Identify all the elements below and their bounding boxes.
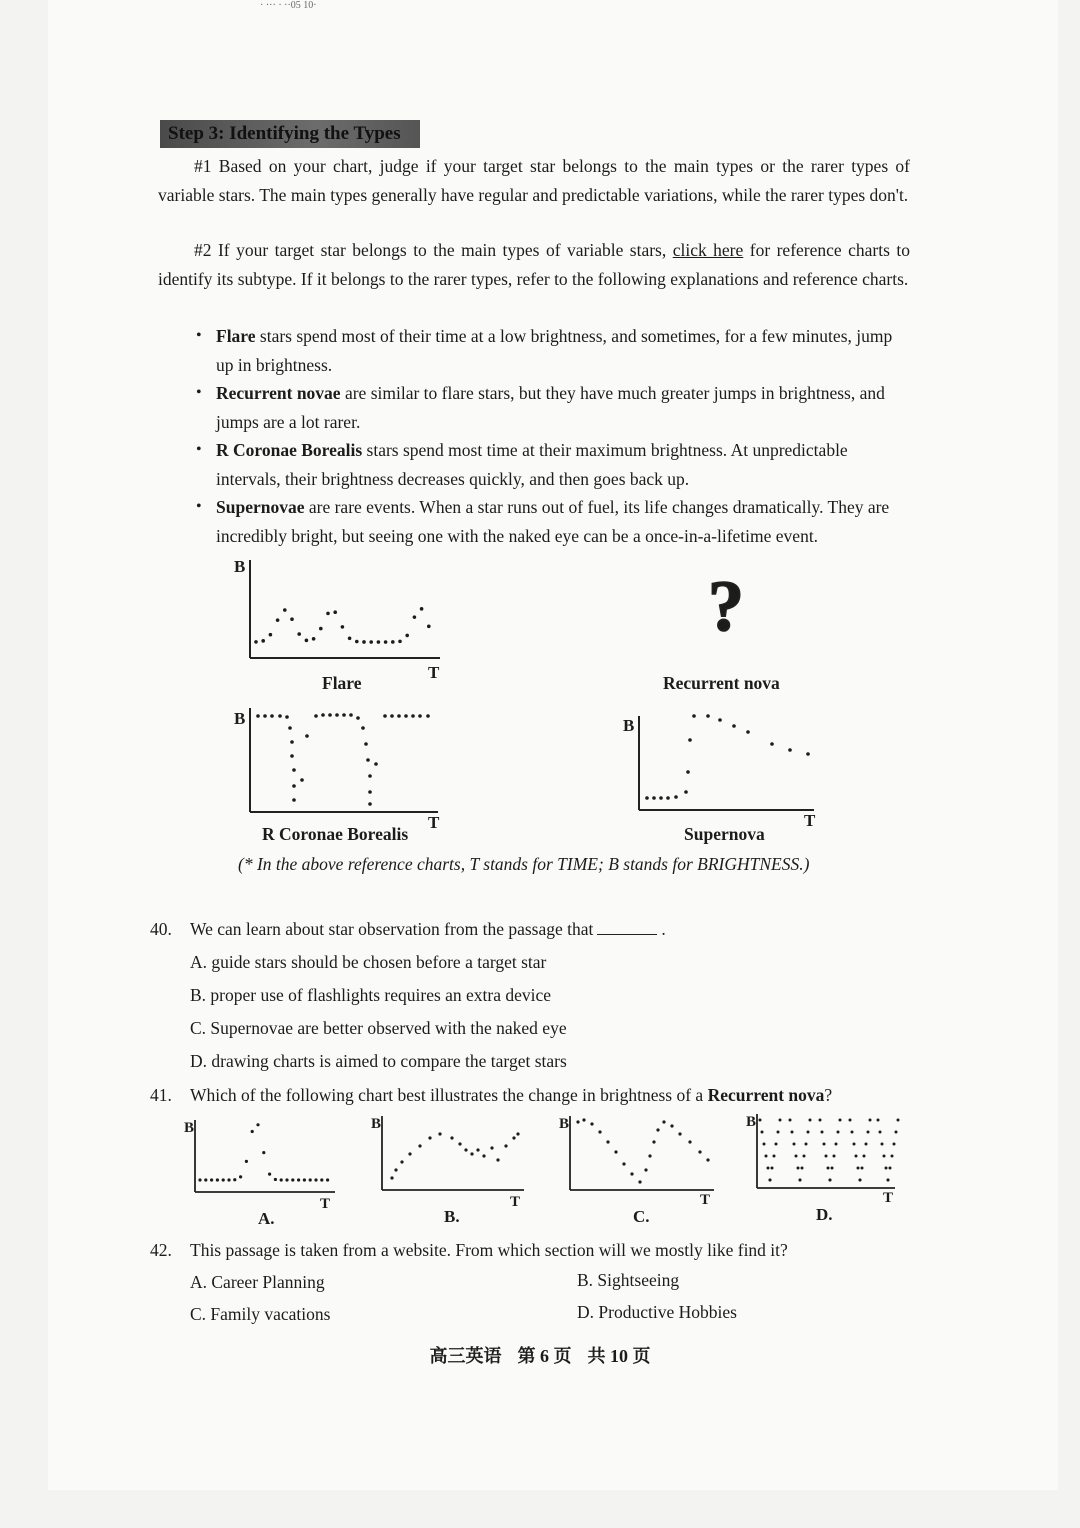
scan-artifact-text: · ··· · ··05 10· — [260, 0, 317, 11]
curve-dot — [659, 796, 663, 800]
curve-dot — [349, 713, 353, 717]
footer-page: 第 6 页 — [517, 1346, 572, 1366]
q42-option-b[interactable]: B. Sightseeing — [577, 1270, 680, 1290]
curve-dot — [369, 640, 373, 644]
curve-dot — [361, 726, 365, 730]
curve-dot — [290, 617, 294, 621]
q41-c-axis-b: B — [559, 1116, 570, 1132]
curve-dot — [763, 1143, 766, 1146]
chart-note: (* In the above reference charts, T stands for TIME; B stands for BRIGHTNESS.) — [238, 854, 810, 874]
curve-dot — [450, 1136, 453, 1139]
question-stem: Which of the following chart best illustrates the change in brightness of a — [190, 1085, 708, 1105]
curve-dot — [799, 1179, 802, 1182]
curve-dot — [670, 1124, 673, 1127]
curve-dot — [644, 1168, 647, 1171]
curve-dot — [777, 1131, 780, 1134]
curve-dot — [326, 612, 330, 616]
rcb-chart — [234, 708, 440, 832]
curve-dot — [362, 640, 366, 644]
curve-dot — [865, 1143, 868, 1146]
supernova-axis-t: T — [804, 811, 816, 830]
supernova-label: Supernova — [684, 824, 765, 844]
bullet-term: Supernovae — [216, 497, 305, 517]
curve-dot — [374, 762, 378, 766]
curve-dot — [666, 796, 670, 800]
flare-dots — [254, 607, 430, 644]
curve-dot — [656, 1128, 659, 1131]
curve-dot — [397, 714, 401, 718]
curve-dot — [837, 1131, 840, 1134]
curve-dot — [809, 1119, 812, 1122]
supernova-dots — [645, 714, 810, 800]
curve-dot — [692, 714, 696, 718]
curve-dot — [869, 1119, 872, 1122]
question-stem-end: ? — [824, 1085, 833, 1105]
curve-dot — [355, 640, 359, 644]
question-number: 42. — [150, 1240, 172, 1260]
curve-dot — [897, 1119, 900, 1122]
curve-dot — [394, 1168, 397, 1171]
curve-dot — [490, 1146, 493, 1149]
curve-dot — [276, 618, 280, 622]
curve-dot — [312, 637, 316, 641]
reference-charts — [0, 550, 1080, 850]
bullet-text: stars spend most time at their maximum brightness. At unpredictable intervals, their brightness decreases quickly, and then goes back up. — [216, 440, 848, 489]
curve-dot — [883, 1155, 886, 1158]
curve-dot — [732, 724, 736, 728]
curve-dot — [788, 748, 792, 752]
curve-dot — [839, 1119, 842, 1122]
step-header: Step 3: Identifying the Types — [160, 120, 420, 148]
curve-dot — [771, 1167, 774, 1170]
curve-dot — [622, 1162, 625, 1165]
curve-dot — [216, 1178, 219, 1181]
rcb-axis-b: B — [234, 709, 246, 728]
page-footer — [0, 1342, 1080, 1368]
question-number: 40. — [150, 919, 172, 939]
curve-dot — [877, 1119, 880, 1122]
curve-dot — [398, 640, 402, 644]
curve-dot — [256, 714, 260, 718]
q41-c-dots — [576, 1118, 709, 1183]
curve-dot — [759, 1119, 762, 1122]
curve-dot — [391, 640, 395, 644]
question-40 — [150, 916, 666, 942]
q40-option-b[interactable]: B. proper use of flashlights requires an extra device — [190, 985, 552, 1005]
curve-dot — [280, 1178, 283, 1181]
q41-label-c[interactable]: C. — [633, 1207, 650, 1226]
curve-dot — [458, 1142, 461, 1145]
curve-dot — [805, 1143, 808, 1146]
q40-option-c[interactable]: C. Supernovae are better observed with the naked eye — [190, 1018, 567, 1038]
q41-b-axis-b: B — [371, 1116, 382, 1132]
curve-dot — [879, 1131, 882, 1134]
paragraph-1: #1 Based on your chart, judge if your target star belongs to the main types or the rarer types of variable stars. The main types generally have regular and predictable variations, while the rarer types don't. — [158, 156, 910, 205]
flare-axis-b: B — [234, 557, 246, 576]
curve-dot — [823, 1143, 826, 1146]
curve-dot — [851, 1131, 854, 1134]
rcb-label: R Coronae Borealis — [262, 824, 409, 844]
curve-dot — [803, 1155, 806, 1158]
flare-axis-t: T — [428, 663, 440, 682]
curve-dot — [261, 639, 265, 643]
bullet-flare — [194, 322, 912, 379]
curve-dot — [418, 1144, 421, 1147]
curve-dot — [390, 714, 394, 718]
curve-dot — [292, 768, 296, 772]
curve-dot — [674, 795, 678, 799]
curve-dot — [408, 1152, 411, 1155]
curve-dot — [582, 1118, 585, 1121]
curve-dot — [678, 1132, 681, 1135]
curve-dot — [233, 1178, 236, 1181]
curve-dot — [516, 1132, 519, 1135]
question-number: 41. — [150, 1085, 172, 1105]
curve-dot — [770, 742, 774, 746]
curve-dot — [426, 714, 430, 718]
curve-dot — [348, 636, 352, 640]
rcb-axis-t: T — [428, 813, 440, 832]
curve-dot — [227, 1178, 230, 1181]
curve-dot — [686, 770, 690, 774]
curve-dot — [333, 610, 337, 614]
curve-dot — [404, 714, 408, 718]
curve-dot — [420, 607, 424, 611]
curve-dot — [859, 1179, 862, 1182]
curve-dot — [662, 1120, 665, 1123]
curve-dot — [895, 1131, 898, 1134]
curve-dot — [290, 740, 294, 744]
q41-a-axis-t: T — [320, 1196, 331, 1212]
curve-dot — [765, 1155, 768, 1158]
curve-dot — [652, 1140, 655, 1143]
q41-d-axis-b: B — [746, 1114, 757, 1130]
curve-dot — [767, 1167, 770, 1170]
curve-dot — [698, 1150, 701, 1153]
curve-dot — [314, 1178, 317, 1181]
curve-dot — [285, 1178, 288, 1181]
curve-dot — [368, 802, 372, 806]
question-stem: We can learn about star observation from the passage that — [190, 919, 594, 939]
curve-dot — [400, 1160, 403, 1163]
curve-dot — [761, 1131, 764, 1134]
star-types-list — [194, 322, 912, 550]
flare-label: Flare — [322, 673, 362, 693]
bullet-term: Recurrent novae — [216, 383, 341, 403]
curve-dot — [262, 1151, 265, 1154]
curve-dot — [590, 1122, 593, 1125]
bullet-text: stars spend most of their time at a low brightness, and sometimes, for a few minutes, jump up in brightness. — [216, 326, 893, 375]
curve-dot — [825, 1155, 828, 1158]
curve-dot — [305, 734, 309, 738]
curve-dot — [706, 714, 710, 718]
curve-dot — [598, 1130, 601, 1133]
curve-dot — [684, 790, 688, 794]
curve-dot — [849, 1119, 852, 1122]
curve-dot — [288, 726, 292, 730]
click-here-link[interactable]: click here — [672, 240, 744, 260]
curve-dot — [270, 714, 274, 718]
curve-dot — [335, 713, 339, 717]
curve-dot — [645, 796, 649, 800]
q41-d-axis-t: T — [883, 1190, 894, 1206]
curve-dot — [891, 1155, 894, 1158]
q42-option-c[interactable]: C. Family vacations — [190, 1304, 331, 1324]
curve-dot — [341, 625, 345, 629]
curve-dot — [377, 640, 381, 644]
q41-label-a[interactable]: A. — [258, 1209, 275, 1228]
curve-dot — [239, 1175, 242, 1178]
curve-dot — [614, 1150, 617, 1153]
curve-dot — [779, 1119, 782, 1122]
curve-dot — [328, 713, 332, 717]
supernova-chart — [623, 714, 816, 830]
curve-dot — [297, 632, 301, 636]
bullet-text: are similar to flare stars, but they have much greater jumps in brightness, and jumps are a lot rarer. — [216, 383, 885, 432]
q41-a-dots — [198, 1123, 329, 1181]
paragraph-2-after: for reference charts to identify its subtype. If it belongs to the rarer types, refer to the following explanations and reference charts. — [158, 240, 910, 289]
curve-dot — [368, 790, 372, 794]
curve-dot — [269, 633, 273, 637]
curve-dot — [428, 1136, 431, 1139]
curve-dot — [292, 798, 296, 802]
curve-dot — [819, 1119, 822, 1122]
footer-subject: 高三英语 — [429, 1346, 502, 1366]
curve-dot — [893, 1143, 896, 1146]
q41-b-axis-t: T — [510, 1194, 521, 1210]
curve-dot — [806, 752, 810, 756]
recurrent-nova-label: Recurrent nova — [663, 673, 780, 693]
curve-dot — [688, 738, 692, 742]
curve-dot — [251, 1130, 254, 1133]
curve-dot — [278, 714, 282, 718]
q41-chart-a[interactable] — [184, 1120, 335, 1212]
curve-dot — [797, 1167, 800, 1170]
q41-a-axis-b: B — [184, 1120, 195, 1136]
q42-option-a[interactable]: A. Career Planning — [190, 1272, 325, 1292]
curve-dot — [829, 1179, 832, 1182]
q40-option-d[interactable]: D. drawing charts is aimed to compare the target stars — [190, 1051, 567, 1071]
q41-d-dots — [759, 1119, 900, 1182]
curve-dot — [504, 1144, 507, 1147]
curve-dot — [821, 1131, 824, 1134]
question-42 — [150, 1237, 788, 1263]
curve-dot — [364, 742, 368, 746]
paragraph-2-before: #2 If your target star belongs to the main types of variable stars, — [194, 240, 673, 260]
curve-dot — [769, 1179, 772, 1182]
curve-dot — [390, 1176, 393, 1179]
bullet-supernovae — [194, 493, 912, 550]
curve-dot — [292, 784, 296, 788]
curve-dot — [482, 1154, 485, 1157]
q41-chart-c[interactable] — [559, 1116, 714, 1208]
question-stem-bold: Recurrent nova — [707, 1085, 825, 1105]
curve-dot — [384, 640, 388, 644]
supernova-axis-b: B — [623, 716, 635, 735]
curve-dot — [314, 714, 318, 718]
bullet-text: are rare events. When a star runs out of fuel, its life changes dramatically. They are incredibly bright, but seeing one with the naked eye can be a once-in-a-lifetime event. — [216, 497, 890, 546]
curve-dot — [791, 1131, 794, 1134]
bullet-term: R Coronae Borealis — [216, 440, 363, 460]
curve-dot — [496, 1158, 499, 1161]
curve-dot — [789, 1119, 792, 1122]
curve-dot — [476, 1148, 479, 1151]
curve-dot — [319, 627, 323, 631]
curve-dot — [356, 716, 360, 720]
curve-dot — [300, 778, 304, 782]
curve-dot — [835, 1143, 838, 1146]
paragraph-2 — [158, 236, 910, 293]
curve-dot — [606, 1140, 609, 1143]
curve-dot — [368, 774, 372, 778]
curve-dot — [405, 634, 409, 638]
curve-dot — [222, 1178, 225, 1181]
question-mark-icon: ? — [708, 566, 744, 646]
curve-dot — [857, 1167, 860, 1170]
footer-total: 共 10 页 — [587, 1346, 651, 1366]
curve-dot — [411, 714, 415, 718]
curve-dot — [256, 1123, 259, 1126]
curve-dot — [652, 796, 656, 800]
curve-dot — [793, 1143, 796, 1146]
curve-dot — [309, 1178, 312, 1181]
q40-option-a[interactable]: A. guide stars should be chosen before a target star — [190, 952, 547, 972]
curve-dot — [291, 1178, 294, 1181]
curve-dot — [210, 1178, 213, 1181]
curve-dot — [320, 1178, 323, 1181]
curve-dot — [887, 1179, 890, 1182]
question-41 — [150, 1082, 832, 1108]
curve-dot — [863, 1155, 866, 1158]
curve-dot — [303, 1178, 306, 1181]
flare-chart — [234, 557, 440, 682]
curve-dot — [638, 1180, 641, 1183]
q41-option-charts — [0, 1108, 1080, 1232]
bullet-recurrent-novae — [194, 379, 912, 436]
curve-dot — [427, 625, 431, 629]
curve-dot — [773, 1155, 776, 1158]
curve-dot — [290, 754, 294, 758]
curve-dot — [470, 1152, 473, 1155]
q41-chart-d[interactable] — [746, 1114, 900, 1206]
bullet-term: Flare — [216, 326, 256, 346]
curve-dot — [831, 1167, 834, 1170]
curve-dot — [881, 1143, 884, 1146]
curve-dot — [268, 1172, 271, 1175]
curve-dot — [746, 730, 750, 734]
curve-dot — [464, 1148, 467, 1151]
q41-chart-b[interactable] — [371, 1116, 524, 1210]
curve-dot — [718, 718, 722, 722]
curve-dot — [688, 1140, 691, 1143]
curve-dot — [283, 608, 287, 612]
q41-b-dots — [390, 1132, 519, 1179]
curve-dot — [413, 615, 417, 619]
curve-dot — [204, 1178, 207, 1181]
curve-dot — [263, 714, 267, 718]
curve-dot — [254, 640, 258, 644]
curve-dot — [438, 1132, 441, 1135]
curve-dot — [326, 1178, 329, 1181]
curve-dot — [512, 1136, 515, 1139]
curve-dot — [889, 1167, 892, 1170]
curve-dot — [630, 1172, 633, 1175]
recurrent-nova-placeholder — [708, 566, 744, 646]
question-stem-end: . — [661, 919, 666, 939]
curve-dot — [245, 1160, 248, 1163]
bullet-r-coronae-borealis — [194, 436, 912, 493]
curve-dot — [801, 1167, 804, 1170]
q42-option-d[interactable]: D. Productive Hobbies — [577, 1302, 737, 1322]
curve-dot — [198, 1178, 201, 1181]
curve-dot — [321, 713, 325, 717]
curve-dot — [853, 1143, 856, 1146]
q41-label-d[interactable]: D. — [816, 1205, 833, 1224]
curve-dot — [885, 1167, 888, 1170]
curve-dot — [827, 1167, 830, 1170]
curve-dot — [833, 1155, 836, 1158]
curve-dot — [383, 714, 387, 718]
curve-dot — [807, 1131, 810, 1134]
curve-dot — [576, 1120, 579, 1123]
curve-dot — [305, 639, 309, 643]
curve-dot — [867, 1131, 870, 1134]
curve-dot — [706, 1158, 709, 1161]
curve-dot — [366, 758, 370, 762]
question-stem: This passage is taken from a website. From which section will we mostly like find it? — [190, 1240, 788, 1260]
curve-dot — [342, 713, 346, 717]
curve-dot — [775, 1143, 778, 1146]
curve-dot — [285, 715, 289, 719]
q41-c-axis-t: T — [700, 1192, 711, 1208]
curve-dot — [861, 1167, 864, 1170]
rcb-dots — [256, 713, 430, 806]
answer-blank[interactable] — [597, 918, 657, 935]
curve-dot — [855, 1155, 858, 1158]
curve-dot — [274, 1178, 277, 1181]
curve-dot — [795, 1155, 798, 1158]
q41-label-b[interactable]: B. — [444, 1207, 460, 1226]
curve-dot — [418, 714, 422, 718]
curve-dot — [297, 1178, 300, 1181]
curve-dot — [648, 1154, 651, 1157]
